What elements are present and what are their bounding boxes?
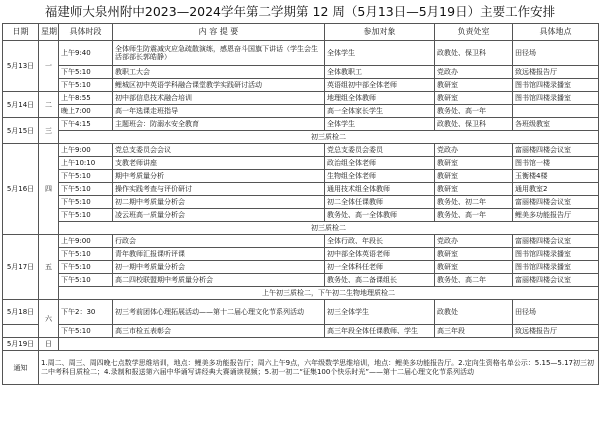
header-office: 负责处室 xyxy=(435,24,513,41)
table-row xyxy=(3,118,599,131)
banner-cell: 初三质检二 xyxy=(59,131,599,144)
header-time: 具体时段 xyxy=(59,24,113,41)
content-cell: 高一年选课走班指导 xyxy=(113,105,325,118)
location-cell xyxy=(513,105,599,118)
office-cell: 政教处、保卫科 xyxy=(435,118,513,131)
date-cell: 5月13日 xyxy=(3,41,39,92)
office-cell: 教研室 xyxy=(435,183,513,196)
participants-cell: 全体行政、年段长 xyxy=(325,235,435,248)
header-row xyxy=(3,24,599,41)
table-row xyxy=(3,170,599,183)
table-row xyxy=(3,66,599,79)
office-cell: 教务处、初二年 xyxy=(435,196,513,209)
location-cell: 图书馆四楼录播室 xyxy=(513,92,599,105)
table-row xyxy=(3,131,599,144)
office-cell: 教研室 xyxy=(435,157,513,170)
location-cell: 图书馆四楼录播室 xyxy=(513,261,599,274)
participants-cell: 英语组初中部全体老师 xyxy=(325,79,435,92)
content-cell: 全体师生防震减灾应急疏散演练，感恩奋斗国旗下讲话（学生会生活部部长郭皓静） xyxy=(113,41,325,66)
content-cell: 初中部信息技术融合培训 xyxy=(113,92,325,105)
header-weekday: 星期 xyxy=(39,24,59,41)
time-cell: 上午8:55 xyxy=(59,92,113,105)
office-cell: 政教处 xyxy=(435,300,513,325)
time-cell: 下午5:10 xyxy=(59,183,113,196)
time-cell: 上午10:10 xyxy=(59,157,113,170)
location-cell: 田径场 xyxy=(513,300,599,325)
location-cell: 致远楼报告厅 xyxy=(513,66,599,79)
location-cell: 富丽楼四楼会议室 xyxy=(513,196,599,209)
content-cell: 支教老师讲座 xyxy=(113,157,325,170)
banner-cell: 初三质检二 xyxy=(59,222,599,235)
date-cell: 5月14日 xyxy=(3,92,39,118)
content-cell: 教职工大会 xyxy=(113,66,325,79)
participants-cell: 初三全体学生 xyxy=(325,300,435,325)
participants-cell: 初一全体科任老师 xyxy=(325,261,435,274)
table-row xyxy=(3,222,599,235)
time-cell: 下午5:10 xyxy=(59,209,113,222)
content-cell: 初三考前团体心理拓展活动——第十二届心理文化节系列活动 xyxy=(113,300,325,325)
notice-row xyxy=(3,351,599,385)
table-row xyxy=(3,196,599,209)
location-cell: 玉衡楼4楼 xyxy=(513,170,599,183)
participants-cell: 党总支委员会委员 xyxy=(325,144,435,157)
table-row xyxy=(3,41,599,66)
office-cell: 教研室 xyxy=(435,248,513,261)
office-cell: 教务处、高一年 xyxy=(435,105,513,118)
office-cell: 教研室 xyxy=(435,170,513,183)
location-cell: 各班级教室 xyxy=(513,118,599,131)
header-participants: 参加对象 xyxy=(325,24,435,41)
date-cell: 5月15日 xyxy=(3,118,39,144)
content-cell: 高二四校联盟期中考质量分析会 xyxy=(113,274,325,287)
time-cell: 下午5:10 xyxy=(59,325,113,338)
table-row xyxy=(3,248,599,261)
table-row xyxy=(3,92,599,105)
office-cell: 教研室 xyxy=(435,261,513,274)
header-content: 内 容 提 要 xyxy=(113,24,325,41)
date-cell xyxy=(3,325,39,338)
location-cell: 鲤美多功能报告厅 xyxy=(513,209,599,222)
participants-cell: 全体教职工 xyxy=(325,66,435,79)
time-cell: 下午5:10 xyxy=(59,274,113,287)
time-cell: 下午2：30 xyxy=(59,300,113,325)
table-row xyxy=(3,157,599,170)
content-cell: 高三市检五表彰会 xyxy=(113,325,325,338)
table-row xyxy=(3,261,599,274)
weekday-cell: 一 xyxy=(39,41,59,92)
date-cell: 5月19日 xyxy=(3,338,39,351)
page-title: 福建师大泉州附中2023—2024学年第二学期第 12 周（5月13日—5月19日）主要工作安排 xyxy=(44,4,556,19)
office-cell: 教研室 xyxy=(435,92,513,105)
time-cell: 下午5:10 xyxy=(59,79,113,92)
content-cell: 操作实践考查与评价研讨 xyxy=(113,183,325,196)
participants-cell: 全体学生 xyxy=(325,118,435,131)
time-cell: 上午9:00 xyxy=(59,144,113,157)
schedule-table xyxy=(2,23,599,385)
location-cell: 通用教室2 xyxy=(513,183,599,196)
content-cell: 初一期中考质量分析会 xyxy=(113,261,325,274)
time-cell: 下午5:10 xyxy=(59,170,113,183)
office-cell: 党政办 xyxy=(435,144,513,157)
participants-cell: 通用技术组全体教师 xyxy=(325,183,435,196)
location-cell: 富丽楼四楼会议室 xyxy=(513,144,599,157)
table-row xyxy=(3,338,599,351)
table-row xyxy=(3,274,599,287)
content-cell: 行政会 xyxy=(113,235,325,248)
table-row xyxy=(3,235,599,248)
header-location: 具体地点 xyxy=(513,24,599,41)
time-cell: 下午5:10 xyxy=(59,66,113,79)
office-cell: 政教处、保卫科 xyxy=(435,41,513,66)
participants-cell: 教务处、高二备课组长 xyxy=(325,274,435,287)
content-cell: 主题班会：防溺水安全教育 xyxy=(113,118,325,131)
location-cell: 富丽楼四楼会议室 xyxy=(513,274,599,287)
content-cell: 党总支委员会会议 xyxy=(113,144,325,157)
participants-cell: 政治组全体老师 xyxy=(325,157,435,170)
table-row xyxy=(3,325,599,338)
weekday-cell: 六 xyxy=(39,300,59,338)
participants-cell: 生物组全体老师 xyxy=(325,170,435,183)
banner-cell: 上午初三质检二，下午初二生物地理质检二 xyxy=(59,287,599,300)
content-cell: 青年教师汇报课听评课 xyxy=(113,248,325,261)
time-cell: 上午9:40 xyxy=(59,41,113,66)
content-cell: 凌云班高一质量分析会 xyxy=(113,209,325,222)
content-cell: 期中考质量分析 xyxy=(113,170,325,183)
table-row xyxy=(3,105,599,118)
location-cell: 致远楼报告厅 xyxy=(513,325,599,338)
time-cell: 下午5:10 xyxy=(59,196,113,209)
date-cell: 5月16日 xyxy=(3,144,39,235)
empty-cell xyxy=(59,338,599,351)
weekday-cell: 四 xyxy=(39,144,59,235)
weekday-cell: 五 xyxy=(39,235,59,300)
office-cell: 党政办 xyxy=(435,235,513,248)
table-row xyxy=(3,144,599,157)
participants-cell: 高三年段全体任课教师、学生 xyxy=(325,325,435,338)
participants-cell: 全体学生 xyxy=(325,41,435,66)
location-cell: 富丽楼四楼会议室 xyxy=(513,235,599,248)
date-cell: 5月17日 xyxy=(3,235,39,300)
time-cell: 下午4:15 xyxy=(59,118,113,131)
location-cell: 图书馆四楼录播室 xyxy=(513,248,599,261)
date-cell: 5月18日 xyxy=(3,300,39,325)
weekday-cell: 三 xyxy=(39,118,59,144)
time-cell: 晚上7:00 xyxy=(59,105,113,118)
participants-cell: 教务处、高一全体教师 xyxy=(325,209,435,222)
location-cell: 图书馆一楼 xyxy=(513,157,599,170)
weekday-cell: 日 xyxy=(39,338,59,351)
participants-cell: 高一全体家长学生 xyxy=(325,105,435,118)
content-cell: 初二期中考质量分析会 xyxy=(113,196,325,209)
office-cell: 党政办 xyxy=(435,66,513,79)
table-row xyxy=(3,209,599,222)
table-row xyxy=(3,287,599,300)
notice-text: 1.周二、周三、周四晚七点数学思维培训，地点：鲤美多功能报告厅；周六上午9点，六年级数学思维培训，地点：鲤美多功能报告厅。2.定向生资格名单公示：5.15—5.17初三初二中考科目质检二；4.录制和报送第六届中华诵写讲经典大赛诵读视频；5.初一初二“征集100个快乐时光”——第十二届心理文化节系列活动 xyxy=(39,351,599,385)
time-cell: 下午5:10 xyxy=(59,248,113,261)
table-row xyxy=(3,183,599,196)
header-date: 日期 xyxy=(3,24,39,41)
content-cell: 鲤城区初中英语学科融合课堂教学实践研讨活动 xyxy=(113,79,325,92)
participants-cell: 初中部全体英语老师 xyxy=(325,248,435,261)
notice-label: 通知 xyxy=(3,351,39,385)
table-row xyxy=(3,300,599,325)
time-cell: 上午9:00 xyxy=(59,235,113,248)
office-cell: 高三年段 xyxy=(435,325,513,338)
participants-cell: 初二全体任课教师 xyxy=(325,196,435,209)
office-cell: 教务处、高二年 xyxy=(435,274,513,287)
office-cell: 教务处、高一年 xyxy=(435,209,513,222)
participants-cell: 地理组全体教师 xyxy=(325,92,435,105)
location-cell: 图书馆四楼录播室 xyxy=(513,79,599,92)
weekday-cell: 二 xyxy=(39,92,59,118)
office-cell: 教研室 xyxy=(435,79,513,92)
time-cell: 下午5:10 xyxy=(59,261,113,274)
location-cell: 田径场 xyxy=(513,41,599,66)
table-row xyxy=(3,79,599,92)
